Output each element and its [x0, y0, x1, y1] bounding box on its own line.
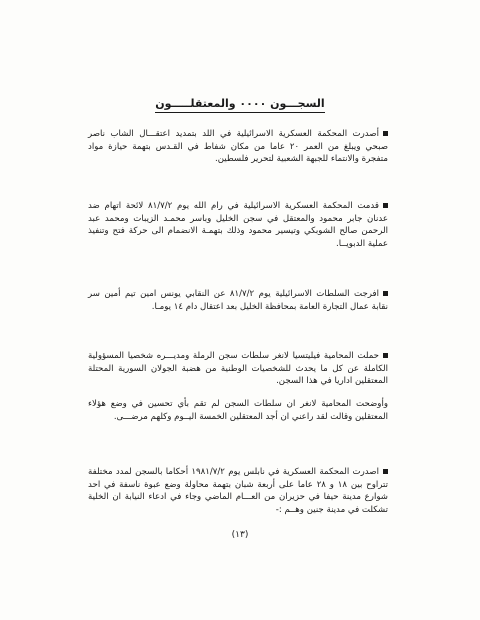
page-number: (١٣): [231, 530, 249, 540]
square-bullet-icon: [383, 203, 388, 208]
square-bullet-icon: [383, 131, 388, 136]
paragraph-text: حملت المحامية فيليتسيا لانغر سلطات سجن الرملة ومديـــره شخصيا المسؤولية الكاملة عن كل ما يحدث للشخصيات الوطنية من هضبة الجولان السورية المحتلة المعتقلين اداريا في هذا السجن.: [88, 351, 388, 386]
paragraph-text: قدمت المحكمة العسكرية الاسرائيلية في رام الله يوم ٨١/٧/٢ لائحة اتهام ضد عدنان جابر محمود والمعتقل في سجن الخليل وباسر محمـد الزيبات ومحمد عبد الرحمن صالح الشوبكي وتيسير محمود وذلك بتهمـة الانضمام الى حركة فتح وتنفيذ عملية الدبويــا.: [88, 201, 388, 249]
title-wrap: [120, 92, 360, 113]
document-title: السجـــون ٠٠٠٠ والمعتقلـــــون: [155, 97, 324, 113]
paragraph-text: أصدرت المحكمة العسكرية الاسرائيلية في اللد بتمديد اعتقـــال الشاب ناصر صبحي ويبلغ من العمر ٢٠ عاما من مكان شفاط في القـدس بتهمة حيازة مواد متفجرة والانتماء للجبهة الشعبية لتحرير فلسطين.: [88, 129, 388, 164]
paragraph-text: افرجت السلطات الاسرائيلية يوم ٨١/٧/٢ عن النقابي يونس امين تيم أمين سر نقابة عمال التجارة العامة بمحافظة الخليل بعد اعتقال دام ١٤ يومـا.: [88, 289, 388, 312]
news-paragraph: [88, 350, 388, 388]
news-paragraph: [88, 398, 388, 423]
news-paragraph: [88, 200, 388, 250]
news-paragraph: [88, 466, 388, 516]
paragraph-text: اصدرت المحكمة العسكرية في نابلس يوم ١٩٨١/٧/٢ أحكاما بالسجن لمدد مختلفة تتراوح بين ١٨ و ٢٨ عاما على أربعة شبان بتهمة محاولة وضع عبوة ناسفة في احد شوارع مدينة حيفا في حزيران من العـــام الماضي وجاء في ادعاء النيابة ان الخلية تشكلت في مدينة جنين وهــم :-: [88, 467, 388, 515]
news-paragraph: [88, 128, 388, 166]
paragraph-text: وأوضحت المحامية لانغر ان سلطات السجن لم تقم بأي تحسين في وضع هؤلاء المعتقلين وقالت لقد راعني ان أجد المعتقلين الخمسة اليــوم وكلهم مرضـــى.: [88, 399, 388, 422]
square-bullet-icon: [383, 353, 388, 358]
square-bullet-icon: [383, 291, 388, 296]
square-bullet-icon: [383, 469, 388, 474]
news-paragraph: [88, 288, 388, 313]
